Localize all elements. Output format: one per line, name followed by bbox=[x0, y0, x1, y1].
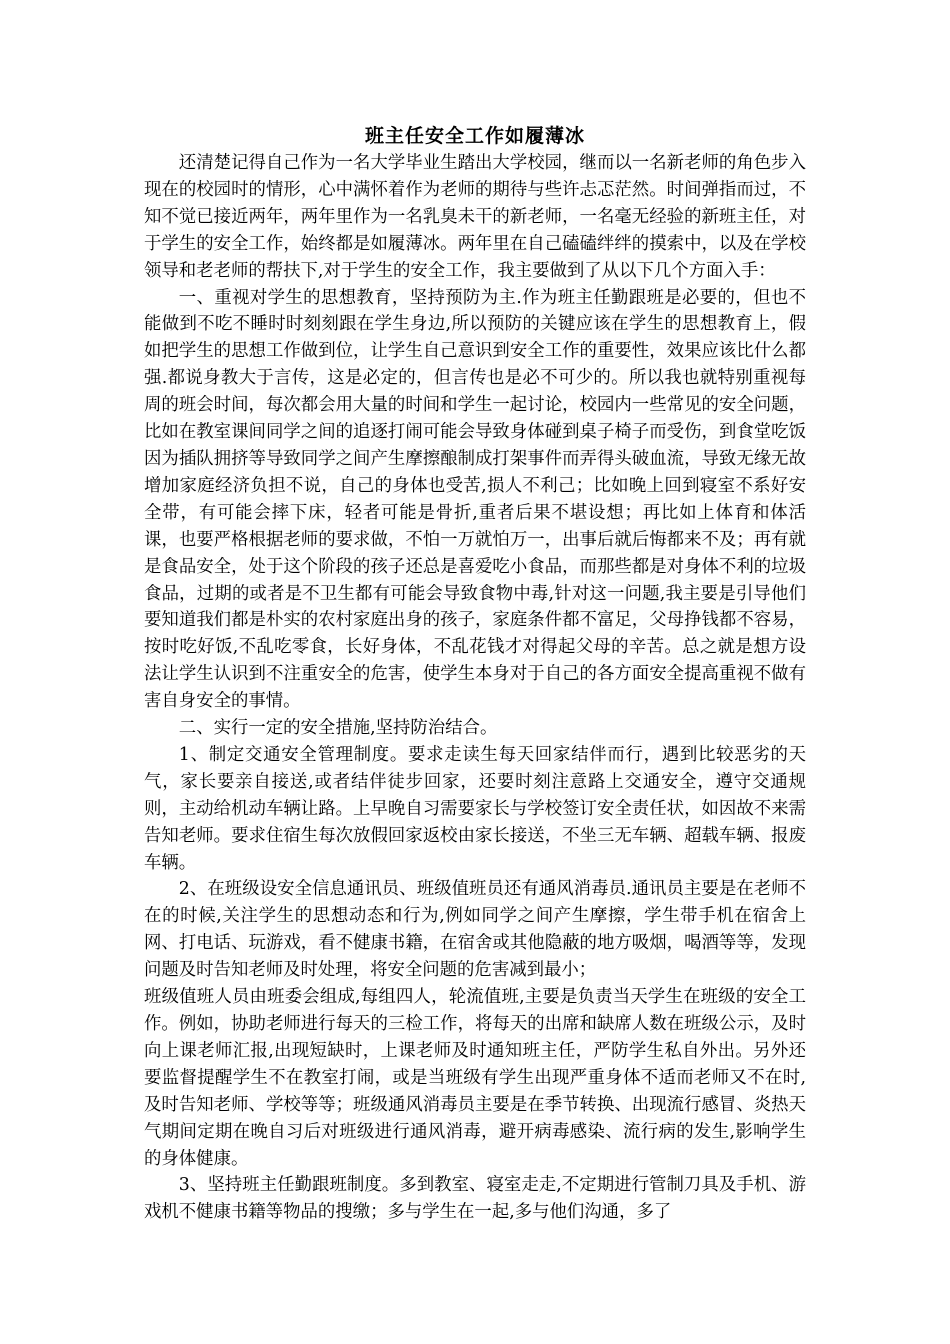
document-page bbox=[144, 122, 806, 1226]
paragraph-section-2-heading: 二、实行一定的安全措施,坚持防治结合。 bbox=[178, 718, 498, 739]
paragraph-item-2-continued: 班级值班人员由班委会组成,每组四人，轮流值班,主要是负责当天学生在班级的安全工作。例如，协助老师进行每天的三检工作，将每天的出席和缺席人数在班级公示，及时向上课老师汇报,出现短缺时，上课老师及时通知班主任，严防学生私自外出。另外还要监督提醒学生不在教室打闹，或是当班级有学生出现严重身体不适而老师又不在时,及时告知老师、学校等等；班级通风消毒员主要是在季节转换、出现流行感冒、炎热天气期间定期在晚自习后对班级进行通风消毒，避开病毒感染、流行病的发生,影响学生的身体健康。 bbox=[144, 987, 806, 1169]
paragraph-intro: 还清楚记得自己作为一名大学毕业生踏出大学校园，继而以一名新老师的角色步入现在的校园时的情形，心中满怀着作为老师的期待与些许忐忑茫然。时间弹指而过，不知不觉已接近两年，两年里作为一名乳臭未干的新老师，一名毫无经验的新班主任，对于学生的安全工作，始终都是如履薄冰。两年里在自己磕磕绊绊的摸索中，以及在学校领导和老老师的帮扶下,对于学生的安全工作，我主要做到了从以下几个方面入手： bbox=[144, 153, 806, 281]
document-title: 班主任安全工作如履薄冰 bbox=[364, 125, 585, 147]
paragraph-item-2: 2、在班级设安全信息通讯员、班级值班员还有通风消毒员.通讯员主要是在老师不在的时候,关注学生的思想动态和行为,例如同学之间产生摩擦，学生带手机在宿舍上网、打电话、玩游戏，看不健康书籍，在宿舍或其他隐蔽的地方吸烟，喝酒等等，发现问题及时告知老师及时处理，将安全问题的危害减到最小； bbox=[144, 879, 806, 981]
paragraph-item-1: 1、制定交通安全管理制度。要求走读生每天回家结伴而行，遇到比较恶劣的天气，家长要亲自接送,或者结伴徒步回家，还要时刻注意路上交通安全，遵守交通规则，主动给机动车辆让路。上早晚自习需要家长与学校签订安全责任状，如因故不来需告知老师。要求住宿生每次放假回家返校由家长接送，不坐三无车辆、超载车辆、报废车辆。 bbox=[144, 744, 806, 873]
paragraph-section-1: 一、重视对学生的思想教育，坚持预防为主.作为班主任勤跟班是必要的，但也不能做到不吃不睡时时刻刻跟在学生身边,所以预防的关键应该在学生的思想教育上，假如把学生的思想工作做到位，让学生自己意识到安全工作的重要性，效果应该比什么都强.都说身教大于言传，这是必定的，但言传也是必不可少的。所以我也就特别重视每周的班会时间，每次都会用大量的时间和学生一起讨论，校园内一些常见的安全问题，比如在教室课间同学之间的追逐打闹可能会导致身体碰到桌子椅子而受伤，到食堂吃饭因为插队拥挤等导致同学之间产生摩擦酿制成打架事件而弄得头破血流，导致无缘无故增加家庭经济负担不说，自己的身体也受苦,损人不利己；比如晚上回到寝室不系好安全带，有可能会摔下床，轻者可能是骨折,重者后果不堪设想；再比如上体育和体活课，也要严格根据老师的要求做，不怕一万就怕万一，出事后就后悔都来不及；再有就是食品安全，处于这个阶段的孩子还总是喜爱吃小食品，而那些都是对身体不利的垃圾食品，过期的或者是不卫生都有可能会导致食物中毒,针对这一问题,我主要是引导他们要知道我们都是朴实的农村家庭出身的孩子，家庭条件都不富足，父母挣钱都不容易，按时吃好饭,不乱吃零食，长好身体，不乱花钱才对得起父母的辛苦。总之就是想方设法让学生认识到不注重安全的危害，使学生本身对于自己的各方面安全提高重视不做有害自身安全的事情。 bbox=[144, 287, 806, 712]
paragraph-item-3: 3、坚持班主任勤跟班制度。多到教室、寝室走走,不定期进行管制刀具及手机、游戏机不健康书籍等物品的搜缴；多与学生在一起,多与他们沟通，多了 bbox=[144, 1175, 806, 1223]
